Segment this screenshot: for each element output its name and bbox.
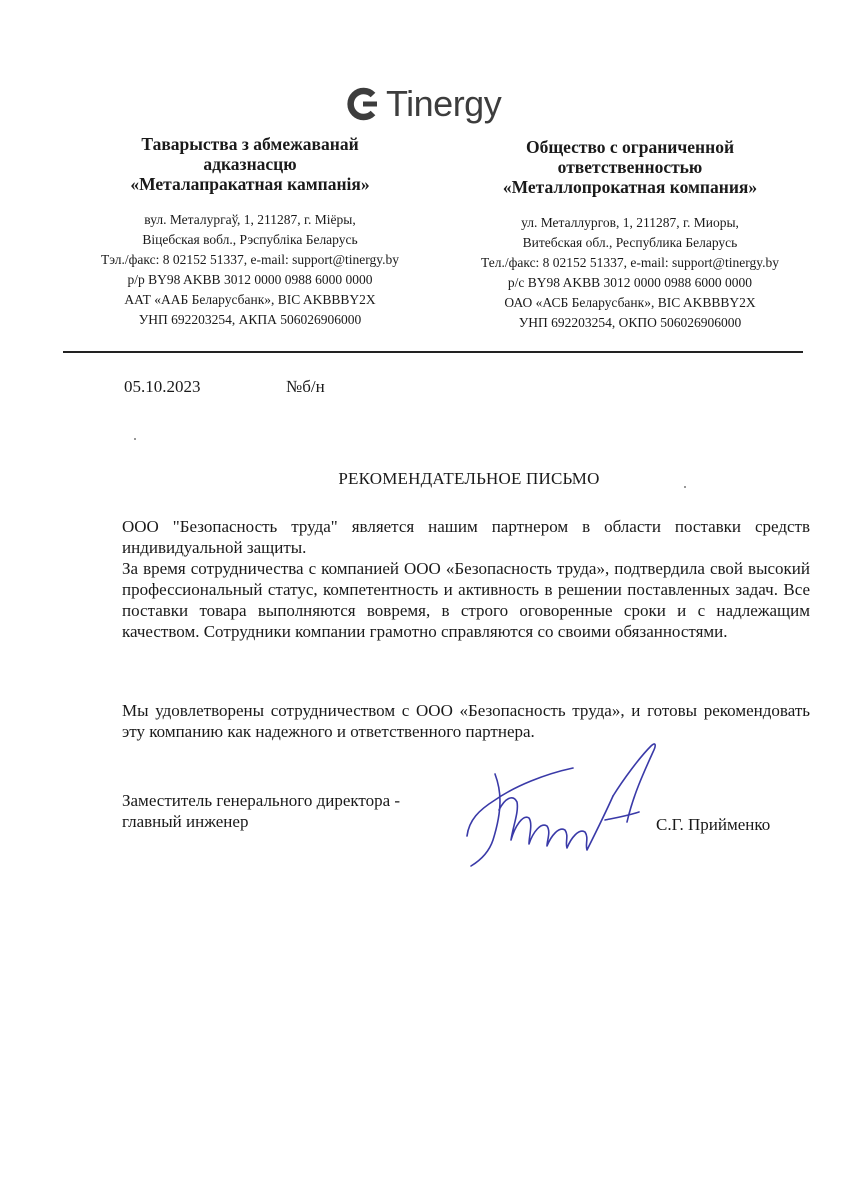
address-line: вул. Металургаў, 1, 211287, г. Міёры, bbox=[144, 212, 356, 227]
region-line: Витебская обл., Республика Беларусь bbox=[522, 235, 738, 250]
bank-line: ОАО «АСБ Беларусбанк», BIC AKBBBY2X bbox=[504, 295, 756, 310]
bank-line: ААТ «ААБ Беларусбанк», BIC AKBBBY2X bbox=[124, 292, 376, 307]
org-name-line: Таварыства з абмежаванай bbox=[141, 134, 359, 154]
company-logo bbox=[346, 83, 502, 124]
scan-speck bbox=[134, 438, 136, 440]
org-name-ru bbox=[430, 137, 830, 197]
tax-id-line: УНП 692203254, АКПА 506026906000 bbox=[138, 312, 362, 327]
region-line: Віцебская вобл., Рэспубліка Беларусь bbox=[142, 232, 358, 247]
org-name-line: «Металлопрокатная компания» bbox=[502, 177, 758, 197]
logo-wordmark: Tinergy bbox=[386, 83, 502, 124]
tax-id-line: УНП 692203254, ОКПО 506026906000 bbox=[518, 315, 742, 330]
contact-line: Тэл./факс: 8 02152 51337, e-mail: support@tinergy.by bbox=[100, 252, 400, 267]
letter-paragraph: За время сотрудничества с компанией ООО «Безопасность труда», подтвердила свой высокий профессиональный статус, компетентность и активность в решении поставленных задач. Все поставки товара выполняются вовремя, в строго оговоренные сроки и с надлежащим качеством. Сотрудники компании грамотно справляются со своими обязанностями. bbox=[122, 559, 810, 641]
signatory-role bbox=[122, 790, 400, 832]
role-line: Заместитель генерального директора - bbox=[122, 791, 401, 810]
handwritten-signature bbox=[455, 740, 685, 875]
tinergy-c-icon bbox=[346, 87, 380, 121]
org-name-be bbox=[60, 134, 440, 194]
org-name-line: ответственностью bbox=[557, 157, 703, 177]
letter-date: 05.10.2023 bbox=[124, 377, 201, 396]
account-line: р/р BY98 AKBB 3012 0000 0988 6000 0000 bbox=[127, 272, 373, 287]
letter-paragraph: ООО "Безопасность труда" является нашим партнером в области поставки средств индивидуальной защиты. bbox=[122, 517, 810, 557]
header-right-block bbox=[430, 137, 830, 333]
role-line: главный инженер bbox=[122, 812, 249, 831]
account-line: р/с BY98 AKBB 3012 0000 0988 6000 0000 bbox=[507, 275, 753, 290]
letter-title: РЕКОМЕНДАТЕЛЬНОЕ ПИСЬМО bbox=[338, 469, 600, 488]
header-left-block bbox=[60, 134, 440, 330]
contact-line: Тел./факс: 8 02152 51337, e-mail: support@tinergy.by bbox=[481, 255, 779, 270]
signatory-name: С.Г. Прийменко bbox=[656, 815, 771, 834]
org-name-line: Общество с ограниченной bbox=[525, 137, 735, 157]
letter-number: №б/н bbox=[286, 377, 325, 396]
org-name-line: «Металапракатная кампанія» bbox=[130, 174, 370, 194]
letter-paragraph: Мы удовлетворены сотрудничеством с ООО «Безопасность труда», и готовы рекомендовать эту компанию как надежного и ответственного партнера. bbox=[122, 701, 810, 741]
org-details-ru bbox=[430, 213, 830, 333]
org-name-line: адказнасцю bbox=[203, 154, 297, 174]
org-details-be bbox=[60, 210, 440, 330]
address-line: ул. Металлургов, 1, 211287, г. Миоры, bbox=[521, 215, 739, 230]
header-divider bbox=[63, 351, 803, 353]
